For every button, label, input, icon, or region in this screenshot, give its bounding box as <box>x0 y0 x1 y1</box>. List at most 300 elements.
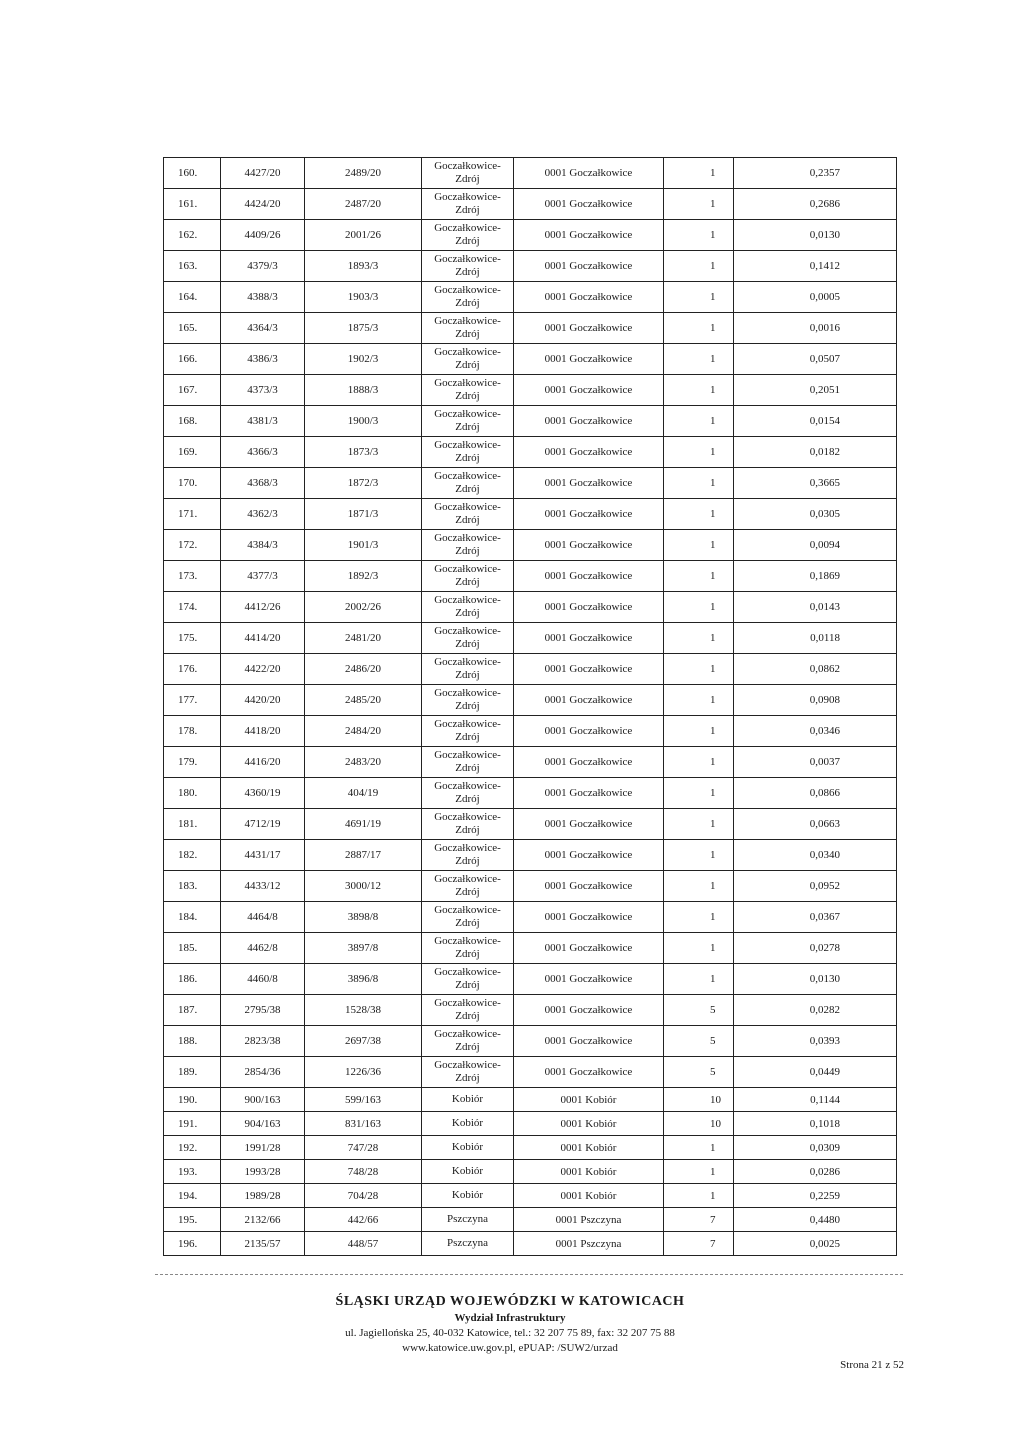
row-number: 164. <box>164 282 221 313</box>
place-name-line: Zdrój <box>455 328 480 340</box>
area-value: 0,0154 <box>734 406 897 437</box>
place-name-line: Goczałkowice- <box>434 1028 501 1040</box>
parcel-number-new: 2001/26 <box>305 220 422 251</box>
place-name <box>422 158 514 189</box>
place-name <box>422 313 514 344</box>
cadastral-unit: 0001 Goczałkowice <box>514 158 664 189</box>
place-name-line: Goczałkowice- <box>434 656 501 668</box>
place-name <box>422 1160 514 1184</box>
row-number: 184. <box>164 902 221 933</box>
place-name-line: Zdrój <box>455 979 480 991</box>
table-row <box>164 220 897 251</box>
register-number: 1 <box>664 902 734 933</box>
row-number: 192. <box>164 1136 221 1160</box>
row-number: 196. <box>164 1232 221 1256</box>
area-value: 0,0449 <box>734 1057 897 1088</box>
parcel-table <box>163 157 897 1256</box>
cadastral-unit: 0001 Kobiór <box>514 1088 664 1112</box>
cadastral-unit: 0001 Kobiór <box>514 1184 664 1208</box>
parcel-number: 4360/19 <box>221 778 305 809</box>
place-name <box>422 406 514 437</box>
place-name <box>422 561 514 592</box>
footer-department: Wydział Infrastruktury <box>454 1312 566 1324</box>
table-row <box>164 995 897 1026</box>
register-number: 1 <box>664 375 734 406</box>
table-row <box>164 1232 897 1256</box>
area-value: 0,0663 <box>734 809 897 840</box>
table-row <box>164 747 897 778</box>
place-name-line: Kobiór <box>451 1189 484 1201</box>
register-number: 5 <box>664 995 734 1026</box>
parcel-number: 4377/3 <box>221 561 305 592</box>
table-row <box>164 933 897 964</box>
place-name-line: Kobiór <box>451 1141 484 1153</box>
parcel-number-new: 1903/3 <box>305 282 422 313</box>
place-name <box>422 1088 514 1112</box>
cadastral-unit: 0001 Goczałkowice <box>514 375 664 406</box>
place-name-line: Goczałkowice- <box>434 532 501 544</box>
cadastral-unit: 0001 Goczałkowice <box>514 1057 664 1088</box>
cadastral-unit: 0001 Goczałkowice <box>514 995 664 1026</box>
place-name <box>422 1057 514 1088</box>
place-name-line: Pszczyna <box>447 1213 488 1225</box>
table-row <box>164 1088 897 1112</box>
parcel-number-new: 2486/20 <box>305 654 422 685</box>
table-row <box>164 654 897 685</box>
parcel-number: 4381/3 <box>221 406 305 437</box>
place-name-line: Zdrój <box>455 824 480 836</box>
place-name <box>422 1026 514 1057</box>
parcel-number-new: 747/28 <box>305 1136 422 1160</box>
place-name <box>422 437 514 468</box>
cadastral-unit: 0001 Goczałkowice <box>514 530 664 561</box>
register-number: 10 <box>664 1112 734 1136</box>
area-value: 0,0952 <box>734 871 897 902</box>
parcel-number-new: 2887/17 <box>305 840 422 871</box>
register-number: 1 <box>664 437 734 468</box>
row-number: 161. <box>164 189 221 220</box>
place-name-line: Pszczyna <box>447 1237 488 1249</box>
register-number: 1 <box>664 530 734 561</box>
place-name-line: Goczałkowice- <box>434 625 501 637</box>
cadastral-unit: 0001 Kobiór <box>514 1112 664 1136</box>
cadastral-unit: 0001 Goczałkowice <box>514 592 664 623</box>
area-value: 0,0025 <box>734 1232 897 1256</box>
register-number: 1 <box>664 1160 734 1184</box>
parcel-number: 2823/38 <box>221 1026 305 1057</box>
place-name-line: Goczałkowice- <box>434 439 501 451</box>
register-number: 1 <box>664 313 734 344</box>
cadastral-unit: 0001 Pszczyna <box>514 1232 664 1256</box>
row-number: 186. <box>164 964 221 995</box>
area-value: 0,0094 <box>734 530 897 561</box>
place-name-line: Goczałkowice- <box>434 749 501 761</box>
place-name-line: Zdrój <box>455 390 480 402</box>
parcel-number-new: 1872/3 <box>305 468 422 499</box>
place-name-line: Goczałkowice- <box>434 594 501 606</box>
parcel-number: 904/163 <box>221 1112 305 1136</box>
parcel-number: 4422/20 <box>221 654 305 685</box>
place-name-line: Zdrój <box>455 607 480 619</box>
area-value: 0,0367 <box>734 902 897 933</box>
place-name-line: Goczałkowice- <box>434 780 501 792</box>
parcel-number-new: 2484/20 <box>305 716 422 747</box>
cadastral-unit: 0001 Goczałkowice <box>514 282 664 313</box>
cadastral-unit: 0001 Kobiór <box>514 1160 664 1184</box>
place-name-line: Goczałkowice- <box>434 284 501 296</box>
register-number: 5 <box>664 1057 734 1088</box>
register-number: 1 <box>664 1184 734 1208</box>
area-value: 0,1018 <box>734 1112 897 1136</box>
row-number: 168. <box>164 406 221 437</box>
parcel-number: 4412/26 <box>221 592 305 623</box>
place-name <box>422 933 514 964</box>
parcel-number: 4384/3 <box>221 530 305 561</box>
row-number: 173. <box>164 561 221 592</box>
table-row <box>164 716 897 747</box>
place-name-line: Goczałkowice- <box>434 718 501 730</box>
cadastral-unit: 0001 Goczałkowice <box>514 778 664 809</box>
register-number: 1 <box>664 840 734 871</box>
table-row <box>164 1184 897 1208</box>
register-number: 1 <box>664 778 734 809</box>
parcel-number-new: 1892/3 <box>305 561 422 592</box>
cadastral-unit: 0001 Goczałkowice <box>514 747 664 778</box>
place-name-line: Goczałkowice- <box>434 160 501 172</box>
place-name <box>422 1112 514 1136</box>
parcel-number-new: 1873/3 <box>305 437 422 468</box>
table-row <box>164 313 897 344</box>
place-name-line: Goczałkowice- <box>434 904 501 916</box>
register-number: 1 <box>664 933 734 964</box>
area-value: 0,0005 <box>734 282 897 313</box>
place-name-line: Zdrój <box>455 483 480 495</box>
parcel-number: 2854/36 <box>221 1057 305 1088</box>
page-number: Strona 21 z 52 <box>840 1359 904 1371</box>
parcel-number: 4379/3 <box>221 251 305 282</box>
parcel-number-new: 1528/38 <box>305 995 422 1026</box>
register-number: 1 <box>664 220 734 251</box>
place-name-line: Goczałkowice- <box>434 470 501 482</box>
area-value: 0,0130 <box>734 964 897 995</box>
parcel-number: 4464/8 <box>221 902 305 933</box>
parcel-number: 4388/3 <box>221 282 305 313</box>
place-name-line: Zdrój <box>455 545 480 557</box>
cadastral-unit: 0001 Pszczyna <box>514 1208 664 1232</box>
area-value: 0,0182 <box>734 437 897 468</box>
table-row <box>164 809 897 840</box>
parcel-number-new: 1901/3 <box>305 530 422 561</box>
parcel-number: 4418/20 <box>221 716 305 747</box>
register-number: 7 <box>664 1232 734 1256</box>
place-name-line: Zdrój <box>455 1041 480 1053</box>
area-value: 0,2051 <box>734 375 897 406</box>
area-value: 0,0346 <box>734 716 897 747</box>
cadastral-unit: 0001 Goczałkowice <box>514 468 664 499</box>
place-name <box>422 1208 514 1232</box>
cadastral-unit: 0001 Goczałkowice <box>514 499 664 530</box>
footer-office-name: ŚLĄSKI URZĄD WOJEWÓDZKI W KATOWICACH <box>335 1294 685 1309</box>
parcel-number-new: 599/163 <box>305 1088 422 1112</box>
register-number: 1 <box>664 561 734 592</box>
row-number: 185. <box>164 933 221 964</box>
parcel-number: 4460/8 <box>221 964 305 995</box>
row-number: 167. <box>164 375 221 406</box>
parcel-number: 4712/19 <box>221 809 305 840</box>
place-name-line: Goczałkowice- <box>434 253 501 265</box>
place-name <box>422 220 514 251</box>
register-number: 1 <box>664 716 734 747</box>
parcel-number: 2135/57 <box>221 1232 305 1256</box>
area-value: 0,3665 <box>734 468 897 499</box>
table-row <box>164 1208 897 1232</box>
place-name-line: Zdrój <box>455 514 480 526</box>
area-value: 0,0862 <box>734 654 897 685</box>
place-name-line: Zdrój <box>455 235 480 247</box>
row-number: 177. <box>164 685 221 716</box>
parcel-number: 1989/28 <box>221 1184 305 1208</box>
place-name-line: Zdrój <box>455 204 480 216</box>
place-name-line: Goczałkowice- <box>434 687 501 699</box>
parcel-number-new: 3898/8 <box>305 902 422 933</box>
table-row <box>164 778 897 809</box>
register-number: 7 <box>664 1208 734 1232</box>
place-name-line: Goczałkowice- <box>434 501 501 513</box>
parcel-number: 1993/28 <box>221 1160 305 1184</box>
table-row <box>164 1112 897 1136</box>
place-name-line: Goczałkowice- <box>434 966 501 978</box>
table-row <box>164 840 897 871</box>
row-number: 178. <box>164 716 221 747</box>
row-number: 195. <box>164 1208 221 1232</box>
cadastral-unit: 0001 Goczałkowice <box>514 251 664 282</box>
register-number: 1 <box>664 251 734 282</box>
place-name <box>422 1232 514 1256</box>
place-name <box>422 344 514 375</box>
parcel-number-new: 1875/3 <box>305 313 422 344</box>
place-name-line: Goczałkowice- <box>434 935 501 947</box>
place-name <box>422 685 514 716</box>
table-row <box>164 530 897 561</box>
place-name-line: Goczałkowice- <box>434 563 501 575</box>
register-number: 1 <box>664 747 734 778</box>
place-name-line: Zdrój <box>455 173 480 185</box>
footer-web: www.katowice.uw.gov.pl, ePUAP: /SUW2/urzad <box>402 1342 618 1354</box>
place-name <box>422 468 514 499</box>
register-number: 1 <box>664 809 734 840</box>
row-number: 163. <box>164 251 221 282</box>
parcel-number-new: 442/66 <box>305 1208 422 1232</box>
area-value: 0,1869 <box>734 561 897 592</box>
area-value: 0,0282 <box>734 995 897 1026</box>
row-number: 181. <box>164 809 221 840</box>
row-number: 170. <box>164 468 221 499</box>
register-number: 1 <box>664 189 734 220</box>
cadastral-unit: 0001 Goczałkowice <box>514 933 664 964</box>
place-name-line: Zdrój <box>455 762 480 774</box>
parcel-number: 4362/3 <box>221 499 305 530</box>
parcel-number: 4368/3 <box>221 468 305 499</box>
place-name <box>422 375 514 406</box>
area-value: 0,0866 <box>734 778 897 809</box>
table-row <box>164 499 897 530</box>
place-name-line: Goczałkowice- <box>434 811 501 823</box>
area-value: 0,1412 <box>734 251 897 282</box>
table-row <box>164 685 897 716</box>
place-name <box>422 1184 514 1208</box>
place-name-line: Zdrój <box>455 1072 480 1084</box>
area-value: 0,0278 <box>734 933 897 964</box>
register-number: 1 <box>664 623 734 654</box>
parcel-number-new: 3000/12 <box>305 871 422 902</box>
register-number: 1 <box>664 592 734 623</box>
area-value: 0,2259 <box>734 1184 897 1208</box>
place-name <box>422 1136 514 1160</box>
register-number: 1 <box>664 871 734 902</box>
row-number: 179. <box>164 747 221 778</box>
register-number: 1 <box>664 282 734 313</box>
table-row <box>164 282 897 313</box>
place-name <box>422 189 514 220</box>
cadastral-unit: 0001 Goczałkowice <box>514 313 664 344</box>
place-name <box>422 654 514 685</box>
parcel-number-new: 1888/3 <box>305 375 422 406</box>
area-value: 0,0143 <box>734 592 897 623</box>
place-name <box>422 995 514 1026</box>
register-number: 1 <box>664 654 734 685</box>
register-number: 1 <box>664 685 734 716</box>
table-row <box>164 375 897 406</box>
register-number: 10 <box>664 1088 734 1112</box>
place-name <box>422 778 514 809</box>
place-name <box>422 747 514 778</box>
area-value: 0,4480 <box>734 1208 897 1232</box>
cadastral-unit: 0001 Goczałkowice <box>514 220 664 251</box>
place-name <box>422 592 514 623</box>
row-number: 162. <box>164 220 221 251</box>
place-name-line: Kobiór <box>451 1117 484 1129</box>
row-number: 176. <box>164 654 221 685</box>
table-row <box>164 871 897 902</box>
parcel-number-new: 2697/38 <box>305 1026 422 1057</box>
row-number: 193. <box>164 1160 221 1184</box>
place-name-line: Zdrój <box>455 948 480 960</box>
parcel-number-new: 2489/20 <box>305 158 422 189</box>
area-value: 0,0037 <box>734 747 897 778</box>
cadastral-unit: 0001 Goczałkowice <box>514 437 664 468</box>
parcel-number: 4364/3 <box>221 313 305 344</box>
place-name-line: Zdrój <box>455 793 480 805</box>
register-number: 1 <box>664 468 734 499</box>
row-number: 171. <box>164 499 221 530</box>
row-number: 165. <box>164 313 221 344</box>
place-name-line: Goczałkowice- <box>434 997 501 1009</box>
register-number: 5 <box>664 1026 734 1057</box>
table-row <box>164 964 897 995</box>
parcel-number: 4424/20 <box>221 189 305 220</box>
area-value: 0,0309 <box>734 1136 897 1160</box>
place-name-line: Kobiór <box>451 1093 484 1105</box>
place-name <box>422 282 514 313</box>
row-number: 182. <box>164 840 221 871</box>
place-name <box>422 499 514 530</box>
table-row <box>164 1160 897 1184</box>
cadastral-unit: 0001 Goczałkowice <box>514 1026 664 1057</box>
place-name-line: Zdrój <box>455 886 480 898</box>
cadastral-unit: 0001 Goczałkowice <box>514 964 664 995</box>
place-name-line: Kobiór <box>451 1165 484 1177</box>
parcel-number: 4409/26 <box>221 220 305 251</box>
table-row <box>164 623 897 654</box>
cadastral-unit: 0001 Goczałkowice <box>514 902 664 933</box>
parcel-number: 4431/17 <box>221 840 305 871</box>
parcel-number-new: 4691/19 <box>305 809 422 840</box>
place-name-line: Zdrój <box>455 731 480 743</box>
place-name <box>422 964 514 995</box>
row-number: 183. <box>164 871 221 902</box>
register-number: 1 <box>664 1136 734 1160</box>
table-row <box>164 251 897 282</box>
row-number: 175. <box>164 623 221 654</box>
cadastral-unit: 0001 Goczałkowice <box>514 685 664 716</box>
parcel-number-new: 2002/26 <box>305 592 422 623</box>
place-name-line: Goczałkowice- <box>434 346 501 358</box>
cadastral-unit: 0001 Goczałkowice <box>514 654 664 685</box>
table-row <box>164 1057 897 1088</box>
row-number: 194. <box>164 1184 221 1208</box>
place-name-line: Zdrój <box>455 297 480 309</box>
parcel-number-new: 2485/20 <box>305 685 422 716</box>
place-name <box>422 840 514 871</box>
row-number: 191. <box>164 1112 221 1136</box>
parcel-number: 4433/12 <box>221 871 305 902</box>
row-number: 174. <box>164 592 221 623</box>
place-name-line: Goczałkowice- <box>434 315 501 327</box>
area-value: 0,1144 <box>734 1088 897 1112</box>
place-name-line: Zdrój <box>455 669 480 681</box>
parcel-number: 4414/20 <box>221 623 305 654</box>
place-name <box>422 530 514 561</box>
table-row <box>164 344 897 375</box>
place-name-line: Zdrój <box>455 917 480 929</box>
parcel-number-new: 748/28 <box>305 1160 422 1184</box>
row-number: 187. <box>164 995 221 1026</box>
place-name <box>422 809 514 840</box>
cadastral-unit: 0001 Goczałkowice <box>514 561 664 592</box>
parcel-number: 4366/3 <box>221 437 305 468</box>
place-name <box>422 871 514 902</box>
place-name-line: Zdrój <box>455 576 480 588</box>
parcel-number-new: 404/19 <box>305 778 422 809</box>
parcel-number-new: 1226/36 <box>305 1057 422 1088</box>
area-value: 0,0130 <box>734 220 897 251</box>
parcel-number: 2132/66 <box>221 1208 305 1232</box>
place-name-line: Goczałkowice- <box>434 408 501 420</box>
place-name <box>422 716 514 747</box>
row-number: 166. <box>164 344 221 375</box>
area-value: 0,0393 <box>734 1026 897 1057</box>
area-value: 0,0118 <box>734 623 897 654</box>
area-value: 0,0286 <box>734 1160 897 1184</box>
footer-separator <box>155 1274 903 1275</box>
row-number: 169. <box>164 437 221 468</box>
parcel-table-body <box>164 158 897 1256</box>
table-row <box>164 902 897 933</box>
place-name <box>422 251 514 282</box>
cadastral-unit: 0001 Goczałkowice <box>514 840 664 871</box>
parcel-number: 4462/8 <box>221 933 305 964</box>
cadastral-unit: 0001 Goczałkowice <box>514 189 664 220</box>
